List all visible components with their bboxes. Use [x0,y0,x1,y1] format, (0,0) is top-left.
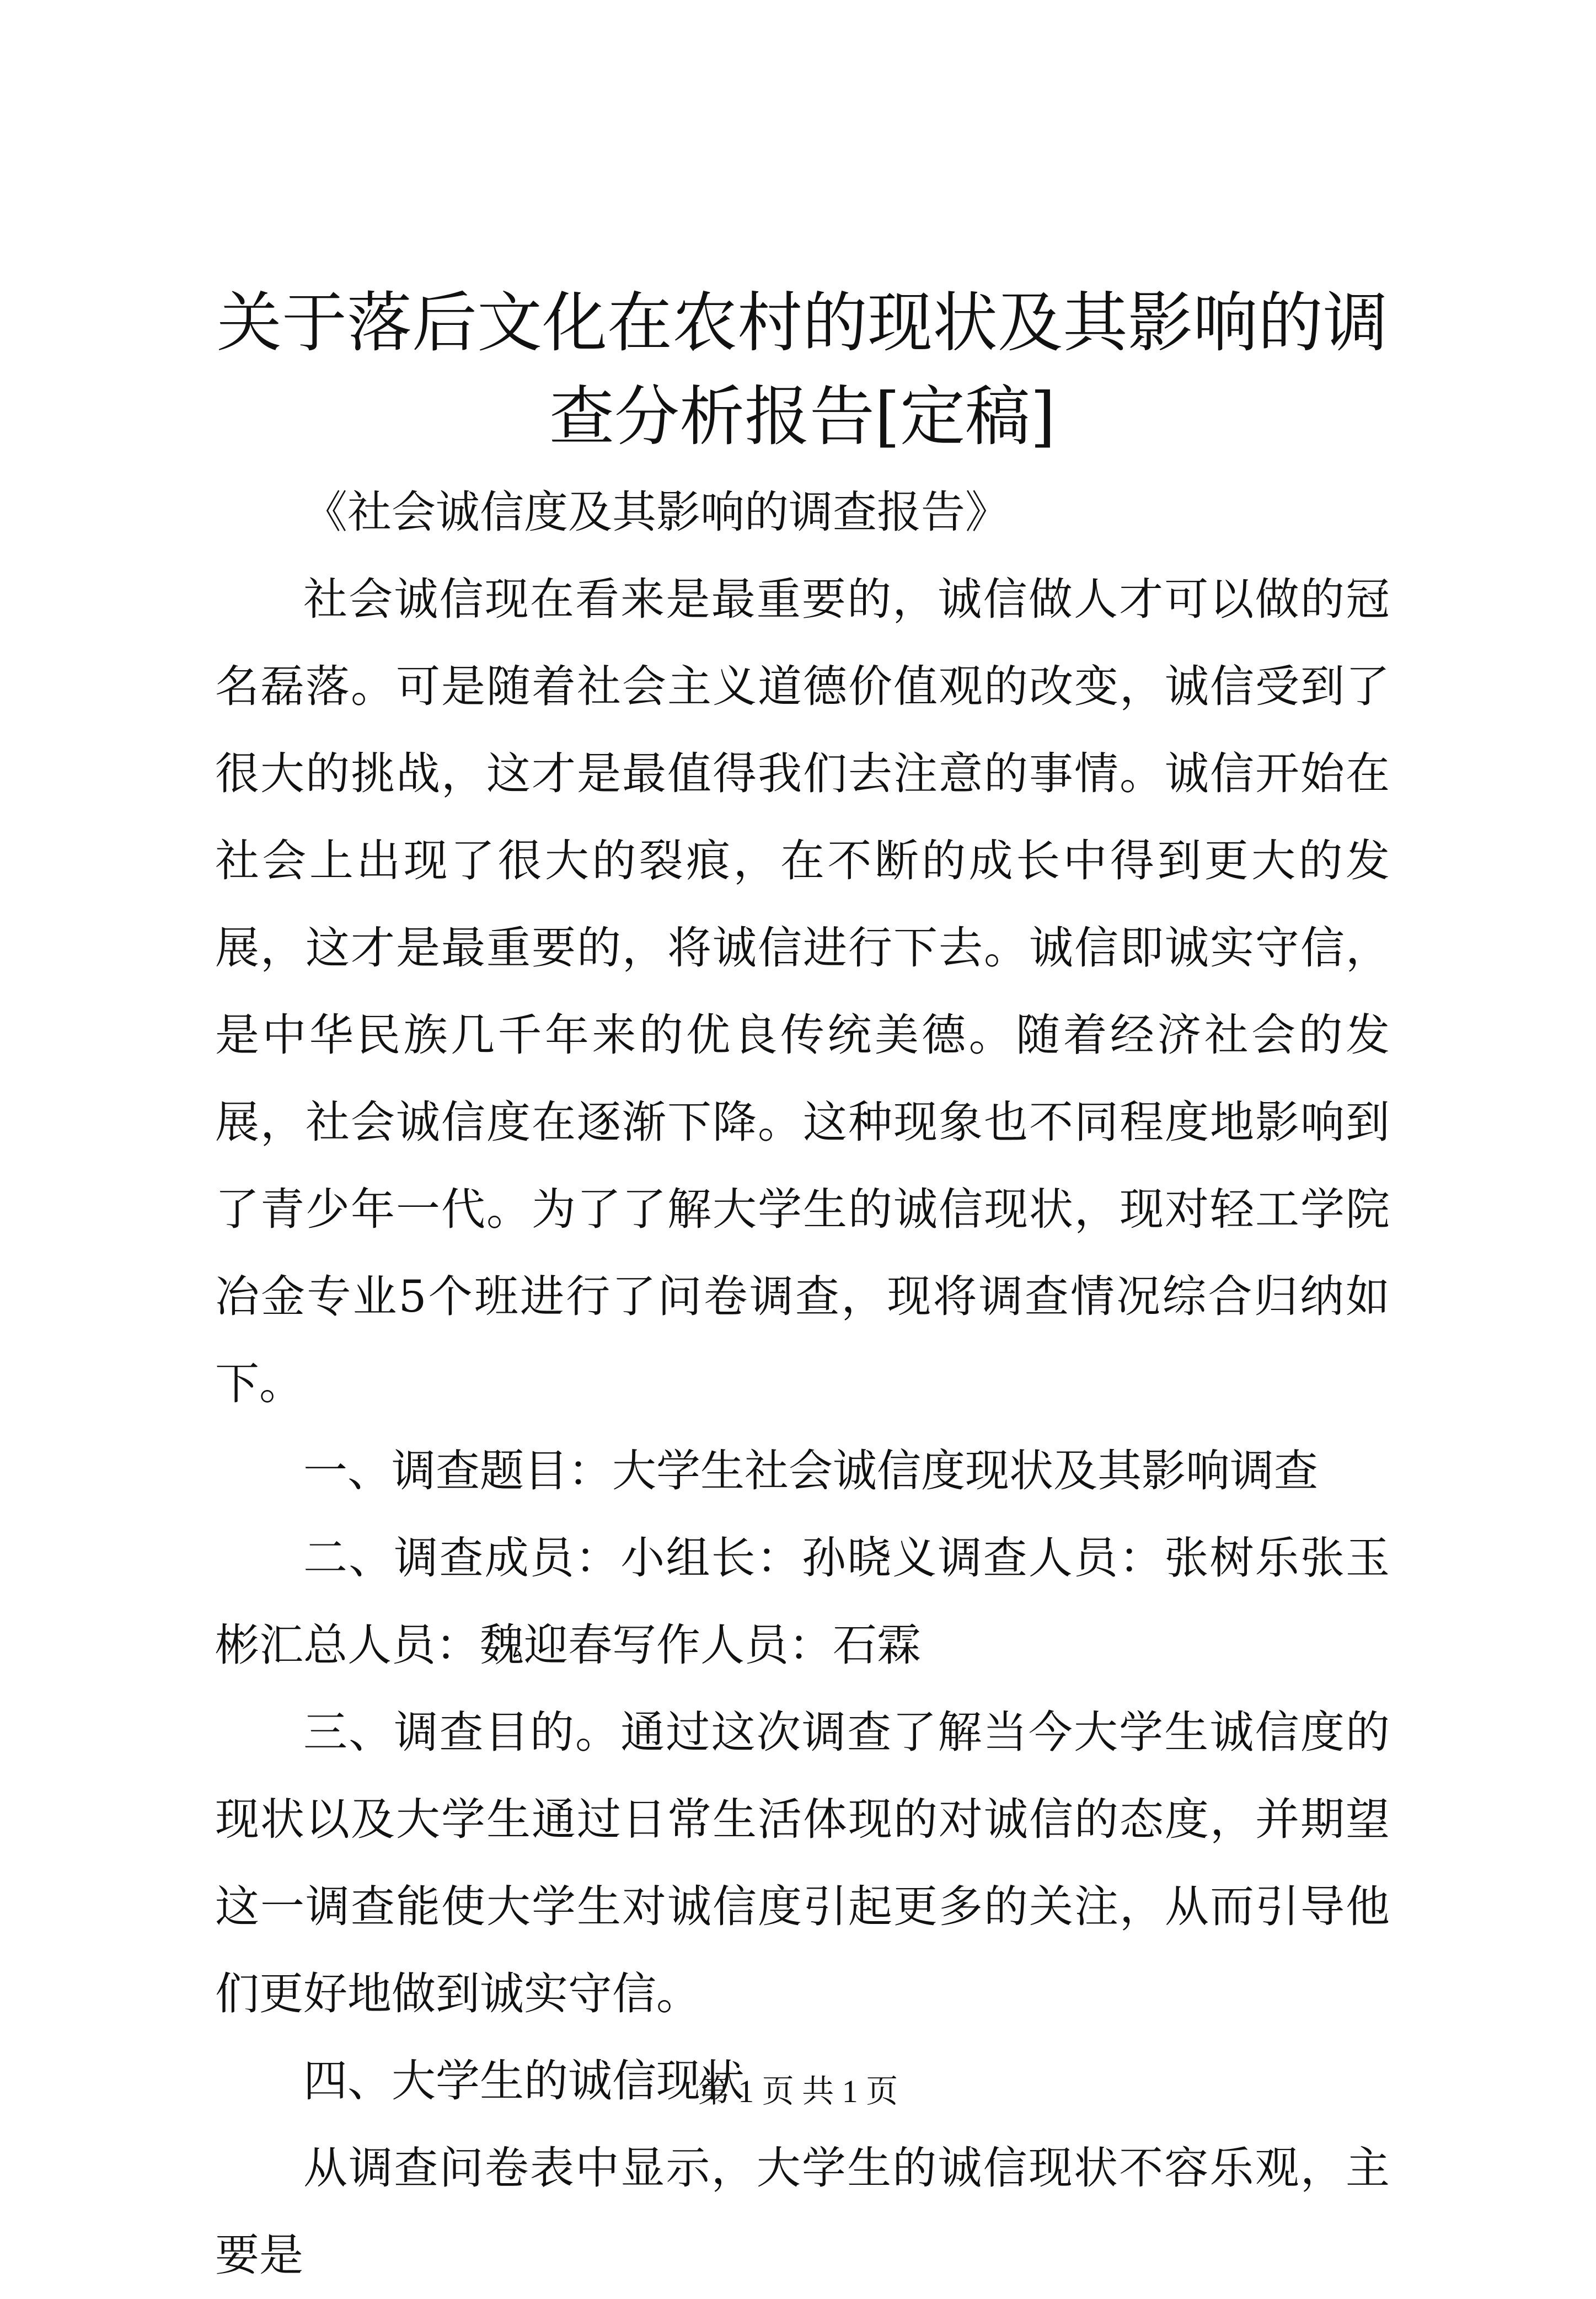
document-title: 关于落后文化在农村的现状及其影响的调查分析报告[定稿] [216,285,1388,455]
paragraph-section-4-heading: 四、大学生的诚信现状 [303,2055,745,2106]
document-body [215,469,1390,2299]
paragraph-section-4-body: 从调查问卷表中显示，大学生的诚信现状不容乐观，主要是 [215,2142,1390,2281]
page-footer: 第 1 页 共 1 页 [698,2073,898,2109]
paragraph-section-1: 一、调查题目：大学生社会诚信度现状及其影响调查 [303,1445,1318,1496]
paragraph-subtitle: 《社会诚信度及其影响的调查报告》 [303,486,1009,538]
paragraph-section-3: 三、调查目的。通过这次调查了解当今大学生诚信度的现状以及大学生通过日常生活体现的对诚信的态度，并期望这一调查能使大学生对诚信度引起更多的关注，从而引导他们更好地做到诚实守信。 [215,1707,1390,2019]
paragraph-section-2: 二、调查成员：小组长：孙晓义调查人员：张树乐张玉彬汇总人员：魏迎春写作人员：石霖 [215,1532,1390,1671]
paragraph-intro: 社会诚信现在看来是最重要的，诚信做人才可以做的冠名磊落。可是随着社会主义道德价值观的改变，诚信受到了很大的挑战，这才是最值得我们去注意的事情。诚信开始在社会上出现了很大的裂痕，在不断的成长中得到更大的发展，这才是最重要的，将诚信进行下去。诚信即诚实守信，是中华民族几千年来的优良传统美德。随着经济社会的发展，社会诚信度在逐渐下降。这种现象也不同程度地影响到了青少年一代。为了了解大学生的诚信现状，现对轻工学院冶金专业5个班进行了问卷调查，现将调查情况综合归纳如下。 [215,574,1390,1409]
